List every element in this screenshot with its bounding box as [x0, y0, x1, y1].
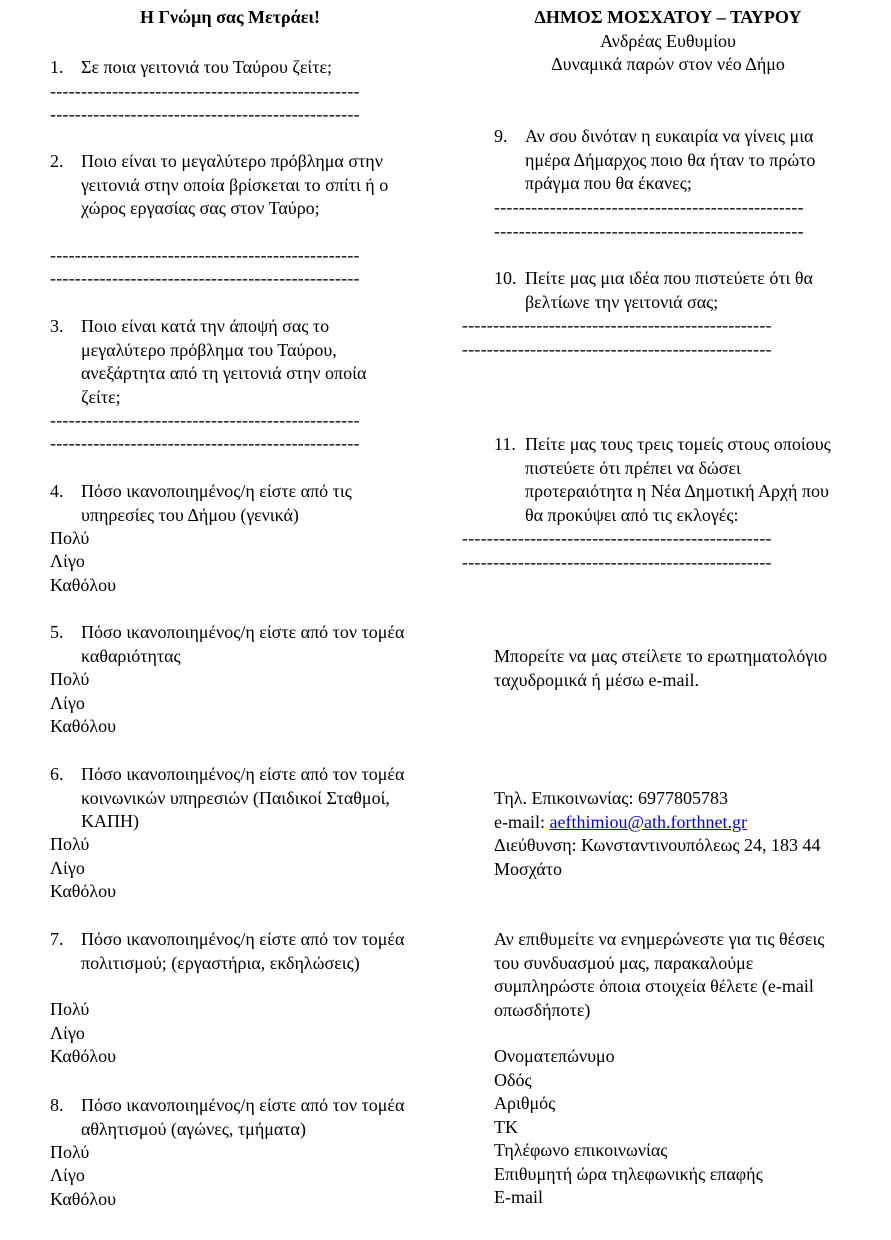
- contact-fields: [494, 1045, 854, 1210]
- question-10: [494, 267, 839, 314]
- option-poly[interactable]: Πολύ: [50, 1142, 90, 1162]
- question-number: 6.: [50, 764, 64, 784]
- email-link[interactable]: aefthimiou@ath.forthnet.gr: [549, 811, 748, 832]
- answer-line[interactable]: --------------------------------------------------: [50, 245, 360, 265]
- question-text: Ποιο είναι το μεγαλύτερο πρόβλημα στην γειτονιά στην οποία βρίσκεται το σπίτι ή ο χώρος εργασίας σας στον Ταύρο;: [81, 151, 389, 218]
- field-postcode[interactable]: ΤΚ: [494, 1116, 518, 1137]
- update-instructions: Αν επιθυμείτε να ενημερώνεστε για τις θέσεις του συνδυασμού μας, παρακαλούμε συμπληρώστε όποια στοιχεία θέλετε (e-mail οπωσδήποτε): [494, 929, 825, 1020]
- option-ligo[interactable]: Λίγο: [50, 1165, 85, 1185]
- answer-line[interactable]: --------------------------------------------------: [494, 197, 804, 217]
- question-5: [50, 621, 410, 668]
- option-poly[interactable]: Πολύ: [50, 669, 90, 689]
- answer-line[interactable]: --------------------------------------------------: [462, 528, 772, 548]
- option-poly[interactable]: Πολύ: [50, 999, 90, 1019]
- question-text: Ποιο είναι κατά την άποψή σας το μεγαλύτερο πρόβλημα του Ταύρου, ανεξάρτητα από τη γειτονιά στην οποία ζείτε;: [81, 316, 367, 407]
- field-number[interactable]: Αριθμός: [494, 1093, 556, 1113]
- answer-line[interactable]: --------------------------------------------------: [50, 81, 360, 101]
- answer-line[interactable]: --------------------------------------------------: [462, 339, 772, 359]
- slogan: Δυναμικά παρών στον νέο Δήμο: [551, 54, 785, 74]
- question-text: Πόσο ικανοποιημένος/η είστε από τον τομέα πολιτισμού; (εργαστήρια, εκδηλώσεις): [81, 929, 405, 973]
- question-number: 9.: [494, 126, 508, 146]
- field-email[interactable]: E-mail: [494, 1187, 543, 1207]
- field-phone[interactable]: Τηλέφωνο επικοινωνίας: [494, 1140, 668, 1160]
- option-katholou[interactable]: Καθόλου: [50, 716, 117, 736]
- option-ligo[interactable]: Λίγο: [50, 1023, 85, 1043]
- question-3: [50, 315, 395, 409]
- question-11: [494, 433, 844, 527]
- contact-info: [494, 787, 854, 881]
- answer-line[interactable]: --------------------------------------------------: [494, 221, 804, 241]
- option-katholou[interactable]: Καθόλου: [50, 1046, 117, 1066]
- option-katholou[interactable]: Καθόλου: [50, 575, 117, 595]
- candidate-name: Ανδρέας Ευθυμίου: [600, 30, 736, 51]
- field-call-time[interactable]: Επιθυμητή ώρα τηλεφωνικής επαφής: [494, 1163, 763, 1184]
- right-header: [468, 6, 868, 77]
- municipality-title: ΔΗΜΟΣ ΜΟΣΧΑΤΟΥ – ΤΑΥΡΟΥ: [534, 7, 802, 27]
- field-street[interactable]: Οδός: [494, 1069, 532, 1090]
- question-text: Αν σου δινόταν η ευκαιρία να γίνεις μια ημέρα Δήμαρχος ποιο θα ήταν το πρώτο πράγμα που θα έκανες;: [525, 126, 816, 193]
- question-6: [50, 763, 410, 834]
- question-text: Πόσο ικανοποιημένος/η είστε από τις υπηρεσίες του Δήμου (γενικά): [81, 481, 352, 525]
- option-ligo[interactable]: Λίγο: [50, 551, 85, 571]
- question-text: Πείτε μας μια ιδέα που πιστεύετε ότι θα βελτίωνε την γειτονιά σας;: [525, 268, 813, 312]
- question-9: [494, 125, 839, 196]
- answer-line[interactable]: --------------------------------------------------: [50, 268, 360, 288]
- email-label: e-mail:: [494, 811, 550, 832]
- question-8: [50, 1094, 410, 1141]
- question-text: Πόσο ικανοποιημένος/η είστε από τον τομέα καθαριότητας: [81, 622, 405, 666]
- question-text: Σε ποια γειτονιά του Ταύρου ζείτε;: [81, 57, 333, 77]
- send-instructions: Μπορείτε να μας στείλετε το ερωτηματολόγιο ταχυδρομικά ή μέσω e-mail.: [494, 646, 828, 690]
- survey-title: Η Γνώμη σας Μετράει!: [140, 7, 320, 27]
- option-ligo[interactable]: Λίγο: [50, 858, 85, 878]
- answer-line[interactable]: --------------------------------------------------: [50, 410, 360, 430]
- question-number: 4.: [50, 481, 64, 501]
- question-2: [50, 150, 410, 221]
- contact-phone: Τηλ. Επικοινωνίας: 6977805783: [494, 788, 728, 808]
- question-number: 1.: [50, 57, 64, 77]
- question-text: Πόσο ικανοποιημένος/η είστε από τον τομέα αθλητισμού (αγώνες, τμήματα): [81, 1095, 405, 1139]
- question-number: 7.: [50, 929, 64, 949]
- question-number: 2.: [50, 151, 64, 171]
- option-poly[interactable]: Πολύ: [50, 834, 90, 854]
- question-4: [50, 480, 410, 527]
- option-ligo[interactable]: Λίγο: [50, 693, 85, 713]
- question-number: 3.: [50, 316, 64, 336]
- left-column: [50, 6, 410, 30]
- question-number: 5.: [50, 622, 64, 642]
- option-katholou[interactable]: Καθόλου: [50, 881, 117, 901]
- question-7: [50, 928, 410, 975]
- question-number: 11.: [494, 434, 516, 454]
- question-number: 10.: [494, 268, 517, 288]
- option-poly[interactable]: Πολύ: [50, 528, 90, 548]
- answer-line[interactable]: --------------------------------------------------: [50, 104, 360, 124]
- answer-line[interactable]: --------------------------------------------------: [50, 433, 360, 453]
- question-1: [50, 56, 410, 80]
- contact-email-row: [494, 811, 854, 835]
- answer-line[interactable]: --------------------------------------------------: [462, 552, 772, 572]
- field-fullname[interactable]: Ονοματεπώνυμο: [494, 1046, 615, 1066]
- question-number: 8.: [50, 1095, 64, 1115]
- question-text: Πόσο ικανοποιημένος/η είστε από τον τομέα κοινωνικών υπηρεσιών (Παιδικοί Σταθμοί, ΚΑΠΗ): [81, 764, 405, 831]
- answer-line[interactable]: --------------------------------------------------: [462, 315, 772, 335]
- question-text: Πείτε μας τους τρεις τομείς στους οποίους πιστεύετε ότι πρέπει να δώσει προτεραιότητα η Νέα Δημοτική Αρχή που θα προκύψει από τις εκλογές:: [525, 434, 831, 525]
- option-katholou[interactable]: Καθόλου: [50, 1189, 117, 1209]
- contact-address: Διεύθυνση: Κωνσταντινουπόλεως 24, 183 44 Μοσχάτο: [494, 835, 821, 879]
